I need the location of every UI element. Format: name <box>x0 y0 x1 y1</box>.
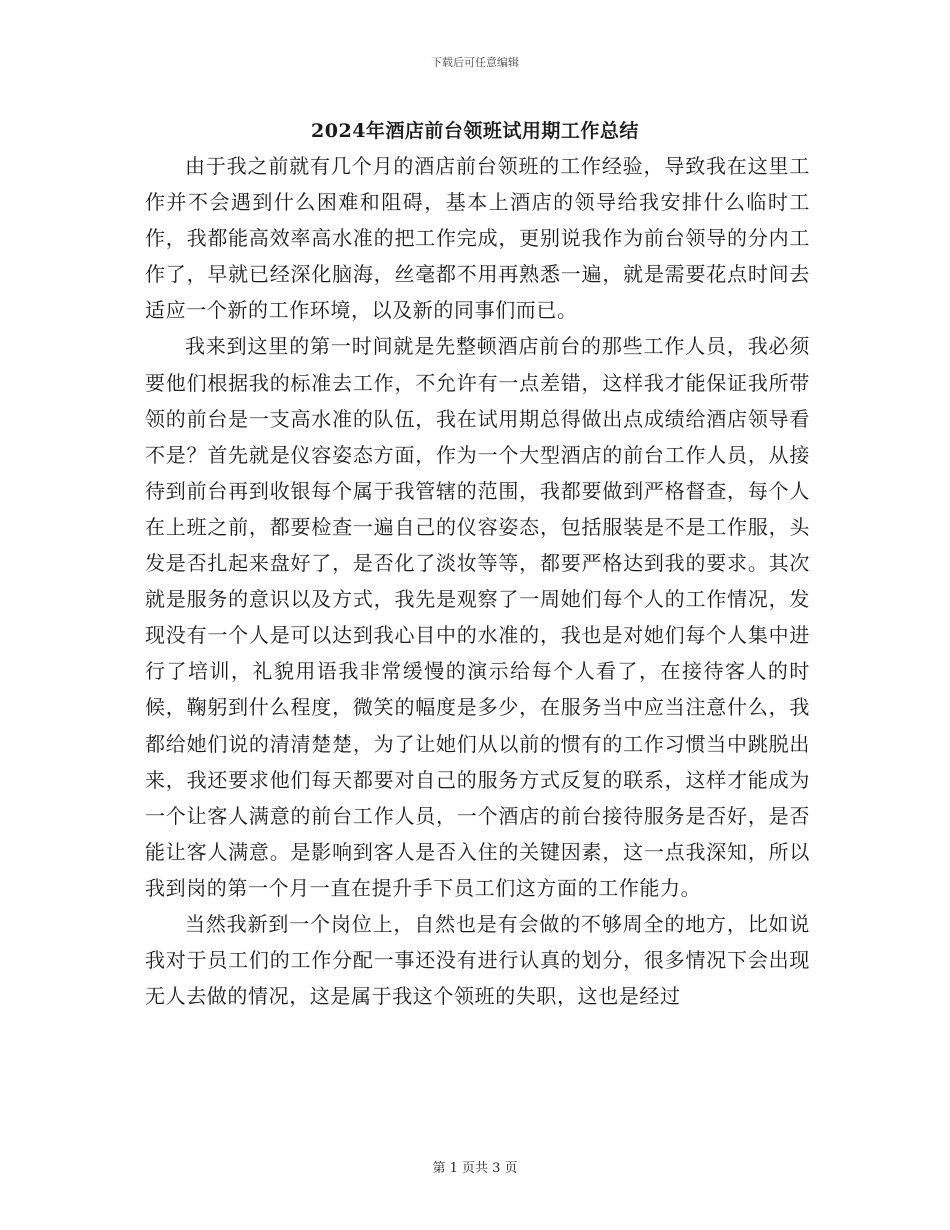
page-number-footer: 第 1 页共 3 页 <box>432 1161 518 1176</box>
paragraph-3: 当然我新到一个岗位上，自然也是有会做的不够周全的地方，比如说我对于员工们的工作分配一事还没有进行认真的划分，很多情况下会出现无人去做的情况，这是属于我这个领班的失职，这也是经过 <box>145 911 810 1009</box>
paragraph-1: 由于我之前就有几个月的酒店前台领班的工作经验，导致我在这里工作并不会遇到什么困难和阻碍，基本上酒店的领导给我安排什么临时工作，我都能高效率高水准的把工作完成，更别说我作为前台领导的分内工作了，早就已经深化脑海，丝毫都不用再熟悉一遍，就是需要花点时间去适应一个新的工作环境，以及新的同事们而已。 <box>145 154 810 323</box>
document-title: 2024年酒店前台领班试用期工作总结 <box>311 120 639 142</box>
document-body <box>145 148 810 1014</box>
paragraph-2: 我来到这里的第一时间就是先整顿酒店前台的那些工作人员，我必须要他们根据我的标准去工作，不允许有一点差错，这样我才能保证我所带领的前台是一支高水准的队伍，我在试用期总得做出点成绩给酒店领导看不是？首先就是仪容姿态方面，作为一个大型酒店的前台工作人员，从接待到前台再到收银每个属于我管辖的范围，我都要做到严格督查，每个人在上班之前，都要检查一遍自己的仪容姿态，包括服装是不是工作服，头发是否扎起来盘好了，是否化了淡妆等等，都要严格达到我的要求。其次就是服务的意识以及方式，我先是观察了一周她们每个人的工作情况，发现没有一个人是可以达到我心目中的水准的，我也是对她们每个人集中进行了培训，礼貌用语我非常缓慢的演示给每个人看了，在接待客人的时候，鞠躬到什么程度，微笑的幅度是多少，在服务当中应当注意什么，我都给她们说的清清楚楚，为了让她们从以前的惯有的工作习惯当中跳脱出来，我还要求他们每天都要对自己的服务方式反复的联系，这样才能成为一个让客人满意的前台工作人员，一个酒店的前台接待服务是否好，是否能让客人满意。是影响到客人是否入住的关键因素，这一点我深知，所以我到岗的第一个月一直在提升手下员工们这方面的工作能力。 <box>145 334 810 900</box>
header-note: 下载后可任意编辑 <box>431 56 519 69</box>
